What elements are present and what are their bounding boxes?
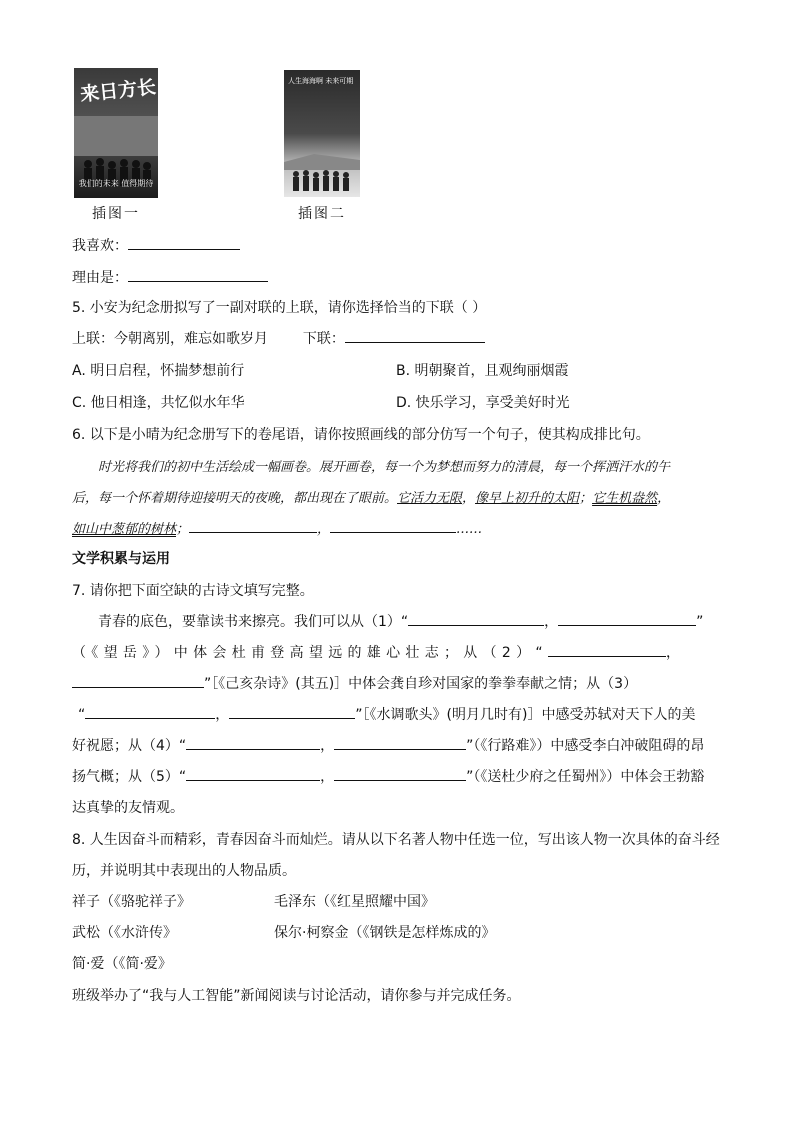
closing-paragraph: 班级举办了“我与人工智能”新闻阅读与讨论活动，请你参与并完成任务。 [72,988,521,1004]
q5-lower-blank[interactable] [345,328,485,343]
reason-answer-blank[interactable] [128,267,268,282]
q8-stem-line-1: 8. 人生因奋斗而精彩，青春因奋斗而灿烂。请从以下名著人物中任选一位，写出该人物一次具体的奋斗经 [72,832,720,848]
q7-line-4 [78,704,695,724]
q6-model-underline-3: 它生机盎然 [592,491,658,506]
q6-essay-line-2 [72,487,670,506]
q7-text: 扬气概；从（5）“ [72,769,187,785]
figure-caption-1: 插图一 [92,206,140,222]
section-title: 文学积累与运用 [72,551,170,567]
q7-blank-5a[interactable] [186,766,320,781]
figure-caption-2: 插图二 [298,206,346,222]
poster1-title: 来日方长 [79,76,158,106]
q7-blank-1a[interactable] [408,611,544,626]
q6-model-underline-2: 像早上初升的太阳 [475,491,580,506]
q8-choice-xiangzi: 祥子（《骆驼祥子》 [72,894,191,910]
q8-choice-maozedong: 毛泽东（《红星照耀中国》 [274,894,435,910]
q8-choice-paul: 保尔·柯察金（《钢铁是怎样炼成的》 [274,925,496,941]
q7-blank-2a[interactable] [548,642,666,657]
poster2-slogan: 人生海海啊 未来可期 [288,77,354,85]
poster-image-2 [284,70,360,197]
q6-semicolon-2: ； [176,522,190,537]
q7-line-2 [72,642,685,662]
q8-choice-wusong: 武松（《水浒传》 [72,925,177,941]
q6-comma-2: ， [657,491,671,506]
q7-text: ”［《己亥杂诗》(其五)］中体会龚自珍对国家的拳拳奉献之情；从（3） [204,676,638,692]
like-label: 我喜欢： [72,238,128,254]
q6-essay-text: 后，每一个怀着期待迎接明天的夜晚，都出现在了眼前。 [72,491,398,506]
like-line [72,235,240,255]
q6-comma: ， [462,491,476,506]
q5-stem: 5. 小安为纪念册拟写了一副对联的上联，请你选择恰当的下联（ ） [72,300,487,316]
q7-quote: ” [696,614,704,630]
q7-comma: ， [320,769,335,785]
q8-choice-jane-eyre: 简·爱（《简·爱》 [72,956,172,972]
q6-stem: 6. 以下是小晴为纪念册写下的卷尾语，请你按照画线的部分仿写一个句子，使其构成排比句。 [72,427,650,443]
reason-label: 理由是： [72,270,128,286]
q7-blank-5b[interactable] [334,766,466,781]
q6-comma-3: ， [317,522,331,537]
q7-line-1 [98,611,703,631]
q7-line-3 [72,673,637,693]
q7-blank-3a[interactable] [85,704,215,719]
q5-lower-label: 下联： [302,331,345,347]
q5-option-b[interactable]: B. 明朝聚首，且观绚丽烟霞 [396,363,569,379]
q8-stem-line-2: 历，并说明其中表现出的人物品质。 [72,863,296,879]
q7-blank-4b[interactable] [334,735,466,750]
q7-text: ”（《送杜少府之任蜀州》）中体会王勃豁 [466,769,705,785]
q7-blank-2b[interactable] [72,673,204,688]
q6-ellipsis: …… [456,522,483,537]
q7-text: 青春的底色，要靠读书来擦亮。我们可以从（1）“ [98,614,409,630]
like-answer-blank[interactable] [128,235,240,250]
q7-text: ”（《行路难》）中感受李白冲破阻碍的昂 [466,738,705,754]
q7-text: （《望岳》）中体会杜甫登高望远的雄心壮志；从（2）“ [72,645,548,661]
q7-blank-4a[interactable] [186,735,320,750]
q5-couplet-line [72,328,485,348]
poster2-scene [284,70,360,197]
q7-line-6 [72,766,704,786]
q5-option-d[interactable]: D. 快乐学习，享受美好时光 [396,395,570,411]
q5-option-a[interactable]: A. 明日启程，怀揣梦想前行 [72,363,245,379]
reason-line [72,267,268,287]
q7-stem: 7. 请你把下面空缺的古诗文填写完整。 [72,583,314,599]
q6-model-underline-4: 如山中葱郁的树林 [72,522,177,537]
q7-comma: ， [215,707,230,723]
q7-comma: ， [320,738,335,754]
q7-line-5 [72,735,704,755]
q7-blank-1b[interactable] [558,611,696,626]
q7-line-7: 达真挚的友情观。 [72,800,184,816]
poster-image-1 [74,68,158,198]
q7-text: 好祝愿；从（4）“ [72,738,187,754]
q6-answer-blank-1[interactable] [189,518,317,533]
q7-text: ”［《水调歌头》(明月几时有)］中感受苏轼对天下人的美 [355,707,696,723]
q5-upper-couplet: 上联：今朝离别，难忘如歌岁月 [72,331,268,347]
q7-quote: “ [78,707,86,723]
q6-essay-line-1: 时光将我们的初中生活绘成一幅画卷。展开画卷，每一个为梦想而努力的清晨，每一个挥洒汗水的午 [98,460,671,475]
q6-answer-blank-2[interactable] [330,518,456,533]
q6-essay-line-3 [72,518,482,537]
q7-blank-3b[interactable] [229,704,355,719]
q6-model-underline-1: 它活力无限 [397,491,463,506]
q7-comma: ， [665,645,686,661]
q7-comma: ， [544,614,559,630]
q6-semicolon: ； [579,491,593,506]
q5-option-c[interactable]: C. 他日相逢，共忆似水年华 [72,395,245,411]
poster1-slogan: 我们的未来 值得期待 [78,179,154,188]
